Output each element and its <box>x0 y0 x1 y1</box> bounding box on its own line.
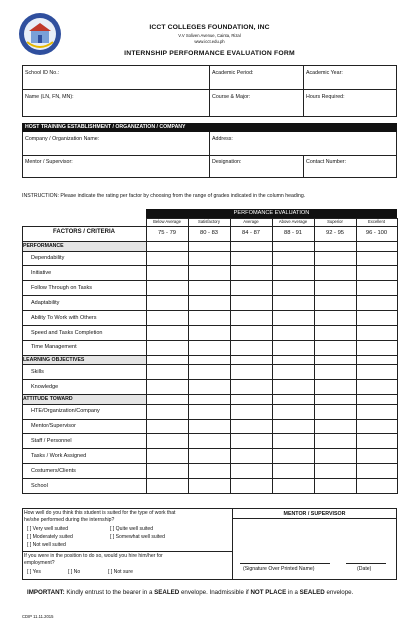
rating-cell[interactable] <box>357 405 397 419</box>
rating-cell[interactable] <box>357 365 397 379</box>
q1-line1: How well do you think this student is suited for the type of work that <box>24 510 176 516</box>
criteria-item: Adaptability <box>31 299 60 306</box>
rating-cell[interactable] <box>147 266 188 280</box>
rating-cell[interactable] <box>273 449 314 463</box>
rating-cell[interactable] <box>315 464 356 478</box>
rating-cell[interactable] <box>273 326 314 340</box>
rating-cell[interactable] <box>357 266 397 280</box>
row-line <box>22 310 398 311</box>
rating-cell[interactable] <box>231 266 272 280</box>
row-line <box>22 340 398 341</box>
rating-cell[interactable] <box>231 326 272 340</box>
org-website: www.icct.edu.ph <box>194 39 225 44</box>
rating-cell[interactable] <box>357 420 397 434</box>
rating-cell[interactable] <box>273 434 314 448</box>
rating-range: 88 - 91 <box>283 230 303 236</box>
rating-cell[interactable] <box>357 296 397 310</box>
rating-range: 80 - 83 <box>199 230 219 236</box>
rating-cell[interactable] <box>189 420 230 434</box>
designation-field[interactable]: Designation: <box>212 159 242 165</box>
rating-cell[interactable] <box>273 341 314 355</box>
rating-cell[interactable] <box>315 479 356 493</box>
rating-cell[interactable] <box>147 479 188 493</box>
row-line <box>22 355 398 356</box>
rating-label: Superior <box>327 219 343 224</box>
rating-label: Below Average <box>153 219 181 224</box>
criteria-item: School <box>31 482 48 489</box>
mentor-heading: MENTOR / SUPERVISOR <box>283 511 346 517</box>
row-line <box>22 364 398 365</box>
rating-cell[interactable] <box>231 380 272 394</box>
rating-cell[interactable] <box>231 365 272 379</box>
rating-cell[interactable] <box>231 405 272 419</box>
rating-cell[interactable] <box>357 252 397 266</box>
rating-cell[interactable] <box>147 296 188 310</box>
rating-cell[interactable] <box>315 380 356 394</box>
rating-cell[interactable] <box>231 479 272 493</box>
rating-cell[interactable] <box>273 420 314 434</box>
rating-cell[interactable] <box>189 464 230 478</box>
form-code: CDIP 11.11.2015 <box>22 614 54 619</box>
rating-cell[interactable] <box>357 464 397 478</box>
rating-cell[interactable] <box>189 341 230 355</box>
option-quite-well[interactable]: [ ] Quite well suited <box>110 526 154 532</box>
rating-cell[interactable] <box>315 266 356 280</box>
signature-label: (Signature Over Printed Name) <box>243 566 315 572</box>
rating-range: 96 - 100 <box>365 230 388 236</box>
rating-cell[interactable] <box>273 405 314 419</box>
signature-line <box>240 563 330 564</box>
rating-range: 75 - 79 <box>157 230 177 236</box>
row-line <box>22 295 398 296</box>
rating-cell[interactable] <box>273 479 314 493</box>
rating-cell[interactable] <box>315 434 356 448</box>
rating-cell[interactable] <box>231 341 272 355</box>
school-id-field[interactable]: School ID No.: <box>25 70 60 76</box>
contact-number-field[interactable]: Contact Number: <box>306 159 347 165</box>
rating-cell[interactable] <box>189 449 230 463</box>
form-title: INTERNSHIP PERFORMANCE EVALUATION FORM <box>124 50 295 57</box>
section-title: ATTITUDE TOWARD <box>23 396 73 403</box>
rating-cell[interactable] <box>147 341 188 355</box>
row-line <box>22 493 398 494</box>
row-line <box>22 379 398 380</box>
row-line <box>22 394 398 395</box>
criteria-item: Knowledge <box>31 383 59 390</box>
rating-cell[interactable] <box>189 380 230 394</box>
rating-cell[interactable] <box>273 311 314 325</box>
date-label: (Date) <box>357 566 372 572</box>
rating-cell[interactable] <box>231 434 272 448</box>
q1-line2: he/she performed during the internship? <box>24 517 115 523</box>
rating-cell[interactable] <box>189 326 230 340</box>
rating-label: Above Average <box>278 219 308 224</box>
rating-cell[interactable] <box>189 296 230 310</box>
evaluation-heading: PERFOMANCE EVALUATION <box>146 209 397 218</box>
option-not-well[interactable]: [ ] Not well suited <box>27 542 66 548</box>
section-title: LEARNING OBJECTIVES <box>23 356 85 363</box>
rating-cell[interactable] <box>189 434 230 448</box>
rating-cell[interactable] <box>357 281 397 295</box>
row-line <box>22 280 398 281</box>
course-major-field[interactable]: Course & Major: <box>212 94 251 100</box>
important-note: IMPORTANT: Kindly entrust to the bearer in a SEALED envelope. Inadmissible if NOT PLACE in a SEALED envelope. <box>27 589 354 596</box>
option-very-well[interactable]: [ ] Very well suited <box>27 526 69 532</box>
rating-cell[interactable] <box>231 252 272 266</box>
row-line <box>146 218 397 219</box>
rating-cell[interactable] <box>273 380 314 394</box>
rating-cell[interactable] <box>189 311 230 325</box>
rating-cell[interactable] <box>231 281 272 295</box>
row-line <box>22 463 398 464</box>
rating-cell[interactable] <box>315 326 356 340</box>
rating-cell[interactable] <box>357 311 397 325</box>
row-line <box>22 433 398 434</box>
option-somewhat[interactable]: [ ] Somewhat well suited <box>110 534 165 540</box>
rating-cell[interactable] <box>315 405 356 419</box>
row-line <box>22 251 398 252</box>
rating-label: Average <box>243 219 259 224</box>
rating-cell[interactable] <box>189 252 230 266</box>
org-address: V.V Soliven Avenue, Cainta, Rizal <box>178 33 241 38</box>
rating-cell[interactable] <box>189 405 230 419</box>
row-line <box>22 241 398 242</box>
rating-cell[interactable] <box>231 464 272 478</box>
rating-label: Satisfactory <box>198 219 220 224</box>
rating-cell[interactable] <box>357 326 397 340</box>
hours-required-field[interactable]: Hours Required: <box>306 94 345 100</box>
row-line <box>22 419 398 420</box>
rating-cell[interactable] <box>231 311 272 325</box>
criteria-item: Tasks / Work Assigned <box>31 452 87 459</box>
criteria-item: Mentor/Supervisor <box>31 423 76 429</box>
rating-range: 84 - 87 <box>241 230 261 236</box>
rating-cell[interactable] <box>315 281 356 295</box>
option-no[interactable]: [ ] No <box>68 569 81 575</box>
rating-cell[interactable] <box>189 281 230 295</box>
option-yes[interactable]: [ ] Yes <box>27 569 41 575</box>
rating-cell[interactable] <box>357 341 397 355</box>
company-name-field[interactable]: Company / Organization Name: <box>25 136 100 142</box>
rating-cell[interactable] <box>315 341 356 355</box>
rating-cell[interactable] <box>273 365 314 379</box>
company-address-field[interactable]: Address: <box>212 136 233 142</box>
rating-cell[interactable] <box>315 365 356 379</box>
section-title: PERFORMANCE <box>23 243 64 249</box>
option-not-sure[interactable]: [ ] Not sure <box>108 569 133 575</box>
rating-cell[interactable] <box>315 420 356 434</box>
criteria-item: Dependability <box>31 255 65 261</box>
rating-cell[interactable] <box>315 449 356 463</box>
rating-range: 92 - 95 <box>325 230 345 236</box>
host-heading: HOST TRAINING ESTABLISHMENT / ORGANIZATION / COMPANY <box>22 123 397 132</box>
row-line <box>22 478 398 479</box>
rating-cell[interactable] <box>147 326 188 340</box>
criteria-item: Speed and Tasks Completion <box>31 329 103 336</box>
criteria-item: Costumers/Clients <box>31 467 76 474</box>
rating-cell[interactable] <box>315 311 356 325</box>
rating-cell[interactable] <box>357 479 397 493</box>
rating-cell[interactable] <box>273 464 314 478</box>
date-line <box>346 563 386 564</box>
rating-cell[interactable] <box>147 434 188 448</box>
criteria-item: HTE/Organization/Company <box>31 408 100 415</box>
criteria-item: Time Management <box>31 344 77 351</box>
criteria-item: Staff / Personnel <box>31 437 72 444</box>
criteria-item: Initiative <box>31 269 52 276</box>
academic-year-field[interactable]: Academic Year: <box>306 70 343 76</box>
rating-cell[interactable] <box>147 405 188 419</box>
criteria-item: Skills <box>31 368 44 375</box>
rating-cell[interactable] <box>231 449 272 463</box>
rating-cell[interactable] <box>273 296 314 310</box>
rating-cell[interactable] <box>147 380 188 394</box>
option-moderately[interactable]: [ ] Moderately suited <box>27 534 73 540</box>
criteria-item: Follow Through on Tasks <box>31 284 92 291</box>
row-line <box>22 325 398 326</box>
rating-cell[interactable] <box>189 266 230 280</box>
rating-cell[interactable] <box>147 311 188 325</box>
rating-cell[interactable] <box>147 464 188 478</box>
rating-cell[interactable] <box>147 365 188 379</box>
rating-cell[interactable] <box>189 365 230 379</box>
rating-cell[interactable] <box>273 252 314 266</box>
q2-line2: employment? <box>24 560 55 566</box>
rating-cell[interactable] <box>273 266 314 280</box>
criteria-item: Ability To Work with Others <box>31 314 97 321</box>
rating-cell[interactable] <box>357 449 397 463</box>
rating-cell[interactable] <box>147 420 188 434</box>
rating-cell[interactable] <box>315 296 356 310</box>
rating-cell[interactable] <box>147 252 188 266</box>
row-line <box>22 265 398 266</box>
rating-label: Excellent <box>368 219 385 224</box>
factors-criteria-label: FACTORS / CRITERIA <box>53 229 115 235</box>
row-line <box>22 226 398 227</box>
rating-cell[interactable] <box>273 281 314 295</box>
rating-cell[interactable] <box>231 420 272 434</box>
student-name-field[interactable]: Name (LN, FN, MN): <box>25 94 74 100</box>
q2-line1: If you were in the position to do so, would you hire him/her for <box>24 553 163 559</box>
rating-cell[interactable] <box>231 296 272 310</box>
rating-cell[interactable] <box>357 434 397 448</box>
rating-cell[interactable] <box>315 252 356 266</box>
row-line <box>22 448 398 449</box>
mentor-field[interactable]: Mentor / Supervisor: <box>25 159 73 165</box>
rating-cell[interactable] <box>357 380 397 394</box>
rating-cell[interactable] <box>147 281 188 295</box>
rating-cell[interactable] <box>147 449 188 463</box>
rating-cell[interactable] <box>189 479 230 493</box>
academic-period-field[interactable]: Academic Period: <box>212 70 254 76</box>
instruction-text: INSTRUCTION: Please indicate the rating per factor by choosing from the range of grades indicated in the column heading. <box>22 193 306 199</box>
row-line <box>22 404 398 405</box>
org-name: ICCT COLLEGES FOUNDATION, INC <box>149 24 270 31</box>
